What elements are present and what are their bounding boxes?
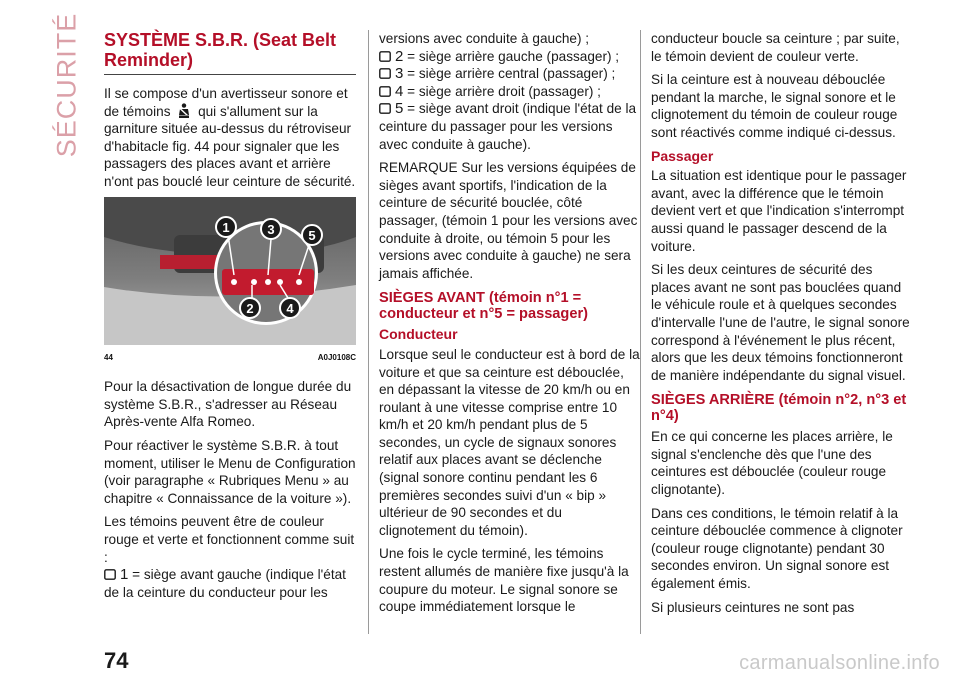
item-number: 1 — [120, 566, 129, 584]
section-heading-front-seats: SIÈGES AVANT (témoin n°1 = conducteur et n°5 = passager) — [379, 290, 588, 323]
callout-3 — [261, 219, 281, 239]
watermark: carmanualsonline.info — [739, 652, 940, 674]
paragraph-both-belts: Si les deux ceintures de sécurité des places avant ne sont pas bouclées quand le véhicule roule et à quelques secondes d'intervalle l'une de l'autre, le signal sonore correspond à l'événement le plus récent, alors que les deux témoins fonctionneront de manière indépendante du signal visuel. — [651, 262, 910, 383]
column-2 — [368, 30, 641, 634]
checkbox-bullet-icon — [379, 86, 391, 97]
item-text: = siège arrière droit (passager) ; — [407, 83, 601, 99]
page-title: SYSTÈME S.B.R. (Seat Belt Reminder) — [104, 30, 356, 75]
intro-text-a: Il se compose d'un avertisseur sonore et de témoins — [104, 86, 348, 119]
list-item — [379, 65, 641, 83]
checkbox-bullet-icon — [379, 51, 391, 62]
list-item — [104, 566, 356, 601]
paragraph-rear-blink: Dans ces conditions, le témoin relatif à la ceinture débouclée commence à clignoter (couleur rouge clignotante) pendant 30 secondes environ. Un signal sonore est également émis. — [651, 505, 903, 592]
item-number: 2 — [395, 47, 404, 65]
item-number: 5 — [395, 100, 404, 118]
svg-text:1: 1 — [222, 219, 230, 235]
page-number: 74 — [104, 648, 129, 673]
svg-text:3: 3 — [267, 221, 275, 237]
paragraph-cycle-end: Une fois le cycle terminé, les témoins restent allumés de manière fixe jusqu'à la coupure du moteur. Le signal sonore se coupe immédiatement lorsque le — [379, 546, 629, 615]
item-number: 3 — [395, 65, 404, 83]
intro-text-b: qui s'allument sur la garniture située au-dessus du rétroviseur d'habitacle fig. 44 pour signaler que les passagers des places avant et arrière n'ont pas bouclé leur ceinture de sécurité. — [104, 103, 356, 189]
callout-5 — [302, 225, 322, 245]
item-text: = siège avant gauche (indique l'état de la ceinture du conducteur pour les — [104, 567, 346, 600]
list-item — [379, 100, 641, 153]
item-text: = siège avant droit (indique l'état de la ceinture du passager pour les versions avec conduite à gauche). — [379, 101, 637, 152]
callout-1 — [216, 217, 236, 237]
section-side-label — [51, 12, 82, 158]
svg-text:5: 5 — [308, 227, 316, 243]
paragraph-driver-cycle: Lorsque seul le conducteur est à bord de la voiture et que sa ceinture est débouclée, en dépassant la vitesse de 20 km/h ou en roulant à une vitesse comprise entre 10 km/h et 20 km/h pendant plus de 5 secondes, un cycle de signaux sonores relatif aux places avant se déclenche (signal sonore continu pendant les 6 premières secondes suivi d'un « bip » ultérieur de 90 secondes et du clignotement du témoin). — [379, 346, 640, 538]
list-item — [379, 48, 641, 66]
side-label-text: SÉCURITÉ — [51, 12, 82, 158]
subheading-driver: Conducteur — [379, 326, 458, 343]
seatbelt-icon — [176, 103, 192, 119]
paragraph-lights: Les témoins peuvent être de couleur rouge et verte et fonctionnent comme suit : — [104, 514, 355, 565]
list-item-continuation: versions avec conduite à gauche) ; — [379, 31, 590, 46]
paragraph-deactivation: Pour la désactivation de longue durée du système S.B.R., s'adresser au Réseau Après-vente Alfa Romeo. — [104, 379, 352, 430]
item-text: = siège arrière gauche (passager) ; — [407, 48, 620, 64]
subheading-passenger: Passager — [651, 147, 714, 164]
checkbox-bullet-icon — [104, 569, 116, 580]
figure-callouts — [104, 197, 356, 345]
item-number: 4 — [395, 82, 404, 100]
remark-paragraph: REMARQUE Sur les versions équipées de sièges avant sportifs, l'indication de la ceinture de sécurité bouclée, côté passager, (témoin 1 pour les versions avec conduite à droite, ou témoin 5 pour les versions avec conduite à gauche) ne sera jamais affichée. — [379, 160, 638, 281]
column-1 — [104, 30, 356, 634]
list-item — [379, 83, 641, 101]
figure-44-image — [104, 197, 356, 345]
svg-text:4: 4 — [286, 300, 294, 316]
paragraph-passenger: La situation est identique pour le passager avant, avec la différence que le témoin devient vert et que l'indication s'interrompt aussi quand le passager descend de la voiture. — [651, 168, 907, 254]
callout-4 — [280, 298, 300, 318]
checkbox-bullet-icon — [379, 68, 391, 79]
paragraph-buckle: conducteur boucle sa ceinture ; par suite, le témoin devient de couleur verte. — [651, 31, 900, 64]
paragraph-reactivation: Pour réactiver le système S.B.R. à tout moment, utiliser le Menu de Configuration (voir paragraphe « Rubriques Menu » au chapitre « Connaissance de la voiture »). — [104, 437, 356, 506]
figure-code: A0J0108C — [317, 352, 356, 362]
figure-number: 44 — [104, 352, 113, 362]
paragraph-unbuckle: Si la ceinture est à nouveau débouclée pendant la marche, le signal sonore et le clignotement du témoin de couleur rouge sont réactivés comme indiqué ci-dessus. — [651, 72, 898, 140]
svg-text:2: 2 — [246, 300, 254, 316]
callout-2 — [240, 298, 260, 318]
intro-paragraph — [104, 85, 356, 191]
checkbox-bullet-icon — [379, 103, 391, 114]
section-heading-rear-seats: SIÈGES ARRIÈRE (témoin n°2, n°3 et n°4) — [651, 392, 907, 425]
paragraph-multiple: Si plusieurs ceintures ne sont pas — [651, 599, 855, 615]
item-text: = siège arrière central (passager) ; — [407, 66, 616, 82]
column-3 — [640, 30, 913, 634]
paragraph-rear: En ce qui concerne les places arrière, le signal s'enclenche dès que l'une des ceintures est débouclée (couleur rouge clignotante). — [651, 429, 893, 498]
figure-caption — [104, 349, 356, 367]
